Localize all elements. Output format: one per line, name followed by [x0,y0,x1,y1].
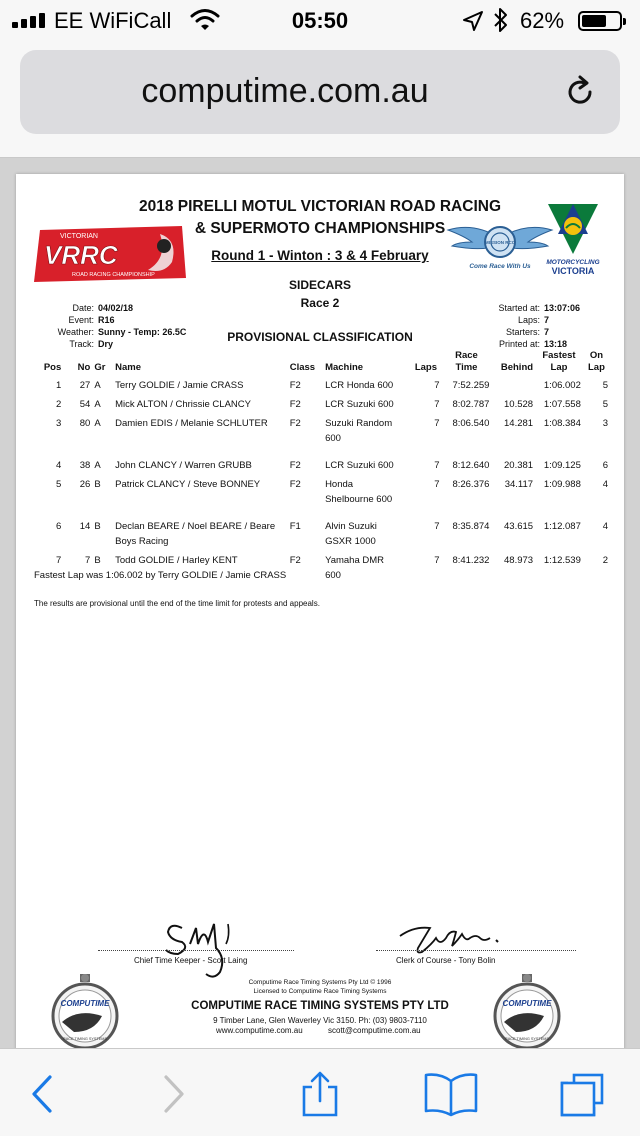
cell-fastest-lap: 1:12.087 [543,521,581,532]
share-icon[interactable] [298,1071,342,1117]
table-row [30,477,610,511]
cell-fastest-lap: 1:06.002 [543,380,581,391]
cell-laps: 7 [434,521,440,532]
cell-gr: A [94,460,101,471]
address-bar[interactable] [20,50,620,134]
cell-class: F1 [289,521,301,532]
row-spacer [30,450,610,458]
cell-gr: A [94,418,101,429]
cell-behind: 34.117 [504,479,534,490]
cell-class: F2 [289,399,301,410]
cell-class: F2 [289,555,301,566]
carrier-label: EE WiFiCall [54,8,172,33]
company-address: 9 Timber Lane, Glen Waverley Vic 3150. Ph: (03) 9803-7110 [213,1016,427,1025]
cell-laps: 7 [434,555,440,566]
cell-machine: LCR Honda 600 [325,380,394,391]
svg-text:VRRC: VRRC [44,240,118,270]
cell-class: F2 [289,460,301,471]
timekeeper-caption: Chief Time Keeper - Scott Laing [134,956,248,965]
cell-on-lap: 5 [602,399,608,410]
cell-no: 80 [79,418,91,429]
cell-pos: 6 [55,521,62,532]
cell-gr: B [94,479,101,490]
cell-class: F2 [289,380,301,391]
browser-header [0,40,640,158]
cell-pos: 5 [55,479,62,490]
battery-icon [578,11,622,31]
provisional-note: The results are provisional until the end of the time limit for protests and appeals. [34,599,320,608]
bluetooth-icon [492,7,510,33]
cell-name: Mick ALTON / Chrissie CLANCY [115,399,251,410]
cell-pos: 7 [55,555,62,566]
results-header-row [30,350,610,378]
reload-icon[interactable] [562,74,598,110]
cell-gr: B [94,521,101,532]
cell-name: Patrick CLANCY / Steve BONNEY [115,479,261,490]
pdf-viewer[interactable] [0,158,640,1048]
cell-name: Todd GOLDIE / Harley KENT [115,555,238,566]
pdf-page [16,174,624,1048]
cell-pos: 2 [55,399,62,410]
col-race-time: Race Time [455,350,478,373]
svg-text:MISSION RCC: MISSION RCC [484,240,516,245]
cell-on-lap: 3 [602,418,608,429]
cell-behind: 20.381 [504,460,534,471]
cell-on-lap: 4 [602,479,608,490]
cell-machine: LCR Suzuki 600 [325,460,394,471]
company-email[interactable]: scott@computime.com.au [328,1026,421,1035]
cell-fastest-lap: 1:09.988 [543,479,581,490]
col-on-lap: On Lap [587,350,605,373]
race-meta [474,302,580,350]
results-table [30,350,610,587]
cell-behind [491,378,535,397]
status-bar [0,0,640,40]
svg-text:COMPUTIME: COMPUTIME [60,999,110,1008]
row-spacer [30,511,610,519]
meta-event: Event: R16 [68,315,115,325]
clerk-caption: Clerk of Course - Tony Bolin [396,956,496,965]
meta-track: Track: Dry [69,339,114,349]
license-line: Licensed to Computime Race Timing Systems [253,988,387,995]
bookmarks-icon[interactable] [422,1071,480,1117]
cell-on-lap: 2 [602,555,608,566]
cell-on-lap: 6 [602,460,608,471]
cell-no: 7 [85,555,91,566]
cell-class: F2 [289,418,301,429]
col-name: Name [115,362,141,373]
class-title: SIDECARS [288,278,351,292]
table-row [30,378,610,397]
cell-race-time: 8:06.540 [452,418,490,429]
cell-no: 14 [79,521,91,532]
col-pos: Pos [43,362,62,373]
cell-fastest-lap: 1:07.558 [543,399,581,410]
cell-fastest-lap: 1:12.539 [543,555,581,566]
fastest-lap-note: Fastest Lap was 1:06.002 by Terry GOLDIE / Jamie CRASS [34,570,287,581]
svg-text:VICTORIAN: VICTORIAN [60,233,98,240]
cell-machine: Yamaha DMR 600 [325,555,385,581]
table-row [30,458,610,477]
svg-text:Come Race With Us: Come Race With Us [469,263,531,270]
meta-laps: Laps: 7 [517,315,550,325]
back-icon[interactable] [22,1071,66,1117]
copyright-line: Computime Race Timing Systems Pty Ltd © 1996 [248,979,392,986]
meta-printed: Printed at: 13:18 [498,339,568,349]
cell-race-time: 8:35.874 [452,521,490,532]
cell-machine: LCR Suzuki 600 [325,399,394,410]
cell-class: F2 [289,479,301,490]
cell-machine: Alvin Suzuki GSXR 1000 [325,521,377,547]
svg-text:ROAD RACING CHAMPIONSHIP: ROAD RACING CHAMPIONSHIP [72,272,155,278]
cell-gr: B [94,555,101,566]
event-meta [30,302,186,350]
cell-pos: 1 [55,380,62,391]
cell-machine: Honda Shelbourne 600 [325,479,393,505]
round-title: Round 1 - Winton : 3 & 4 February [211,248,429,263]
cell-fastest-lap: 1:08.384 [543,418,581,429]
clerk-signature [396,918,506,958]
cell-name: Declan BEARE / Noel BEARE / Beare Boys Racing [115,521,276,547]
col-machine: Machine [325,362,364,373]
timekeeper-signature [156,914,266,984]
table-row [30,519,610,553]
meta-date: Date: 04/02/18 [72,303,134,313]
col-behind: Behind [500,362,534,373]
cell-no: 27 [79,380,91,391]
table-row [30,416,610,450]
cell-behind: 10.528 [504,399,534,410]
cell-machine: Suzuki Random 600 [325,418,393,444]
tabs-icon[interactable] [560,1071,604,1117]
cell-fastest-lap: 1:09.125 [543,460,581,471]
browser-toolbar [0,1048,640,1136]
cell-race-time: 8:41.232 [452,555,490,566]
cell-behind: 48.973 [504,555,534,566]
col-fastest-lap: Fastest Lap [542,350,576,373]
cell-laps: 7 [434,380,440,391]
clock: 05:50 [291,8,349,33]
cell-name: Terry GOLDIE / Jamie CRASS [115,380,244,391]
url-text[interactable]: computime.com.au [141,72,429,110]
cell-laps: 7 [434,399,440,410]
cell-on-lap: 4 [602,521,608,532]
col-laps: Laps [414,362,438,373]
signature-line-left [98,950,294,951]
cell-race-time: 8:26.376 [452,479,490,490]
cell-behind: 14.281 [504,418,534,429]
cell-name: Damien EDIS / Melanie SCHLUTER [115,418,268,429]
battery-percent: 62% [520,8,565,33]
company-website[interactable]: www.computime.com.au [216,1026,303,1035]
cell-race-time: 8:02.787 [452,399,490,410]
cell-pos: 4 [55,460,62,471]
svg-text:RACE TIMING SYSTEMS: RACE TIMING SYSTEMS [62,1037,108,1041]
cell-race-time: 8:12.640 [452,460,490,471]
document-title: 2018 PIRELLI MOTUL VICTORIAN ROAD RACING [139,198,501,215]
cell-name: John CLANCY / Warren GRUBB [115,460,252,471]
cell-no: 54 [79,399,91,410]
document-subtitle: & SUPERMOTO CHAMPIONSHIPS [194,220,446,237]
meta-weather: Weather: Sunny - Temp: 26.5C [57,327,187,337]
company-name: COMPUTIME RACE TIMING SYSTEMS PTY LTD [191,1000,449,1012]
cell-laps: 7 [434,479,440,490]
cell-no: 38 [79,460,91,471]
cell-gr: A [94,380,101,391]
cell-laps: 7 [434,460,440,471]
svg-text:RACE TIMING SYSTEMS: RACE TIMING SYSTEMS [504,1037,550,1041]
cell-behind: 43.615 [504,521,534,532]
svg-text:MOTORCYCLING: MOTORCYCLING [546,259,600,266]
location-icon [462,10,484,32]
cell-no: 26 [79,479,91,490]
cell-race-time: 7:52.259 [452,380,490,391]
svg-text:VICTORIA: VICTORIA [551,266,595,276]
meta-starters: Starters: 7 [505,327,550,337]
cell-laps: 7 [434,418,440,429]
col-class: Class [289,362,316,373]
svg-text:COMPUTIME: COMPUTIME [502,999,552,1008]
col-no: No [77,362,91,373]
cell-gr: A [94,399,101,410]
cell-pos: 3 [55,418,62,429]
race-title: Race 2 [300,296,340,310]
cell-on-lap: 5 [602,380,608,391]
signature-line-right [376,950,576,951]
classification-title: PROVISIONAL CLASSIFICATION [227,330,413,344]
table-row [30,397,610,416]
meta-started: Started at: 13:07:06 [498,303,581,313]
col-gr: Gr [94,362,106,373]
forward-icon[interactable] [150,1071,194,1117]
